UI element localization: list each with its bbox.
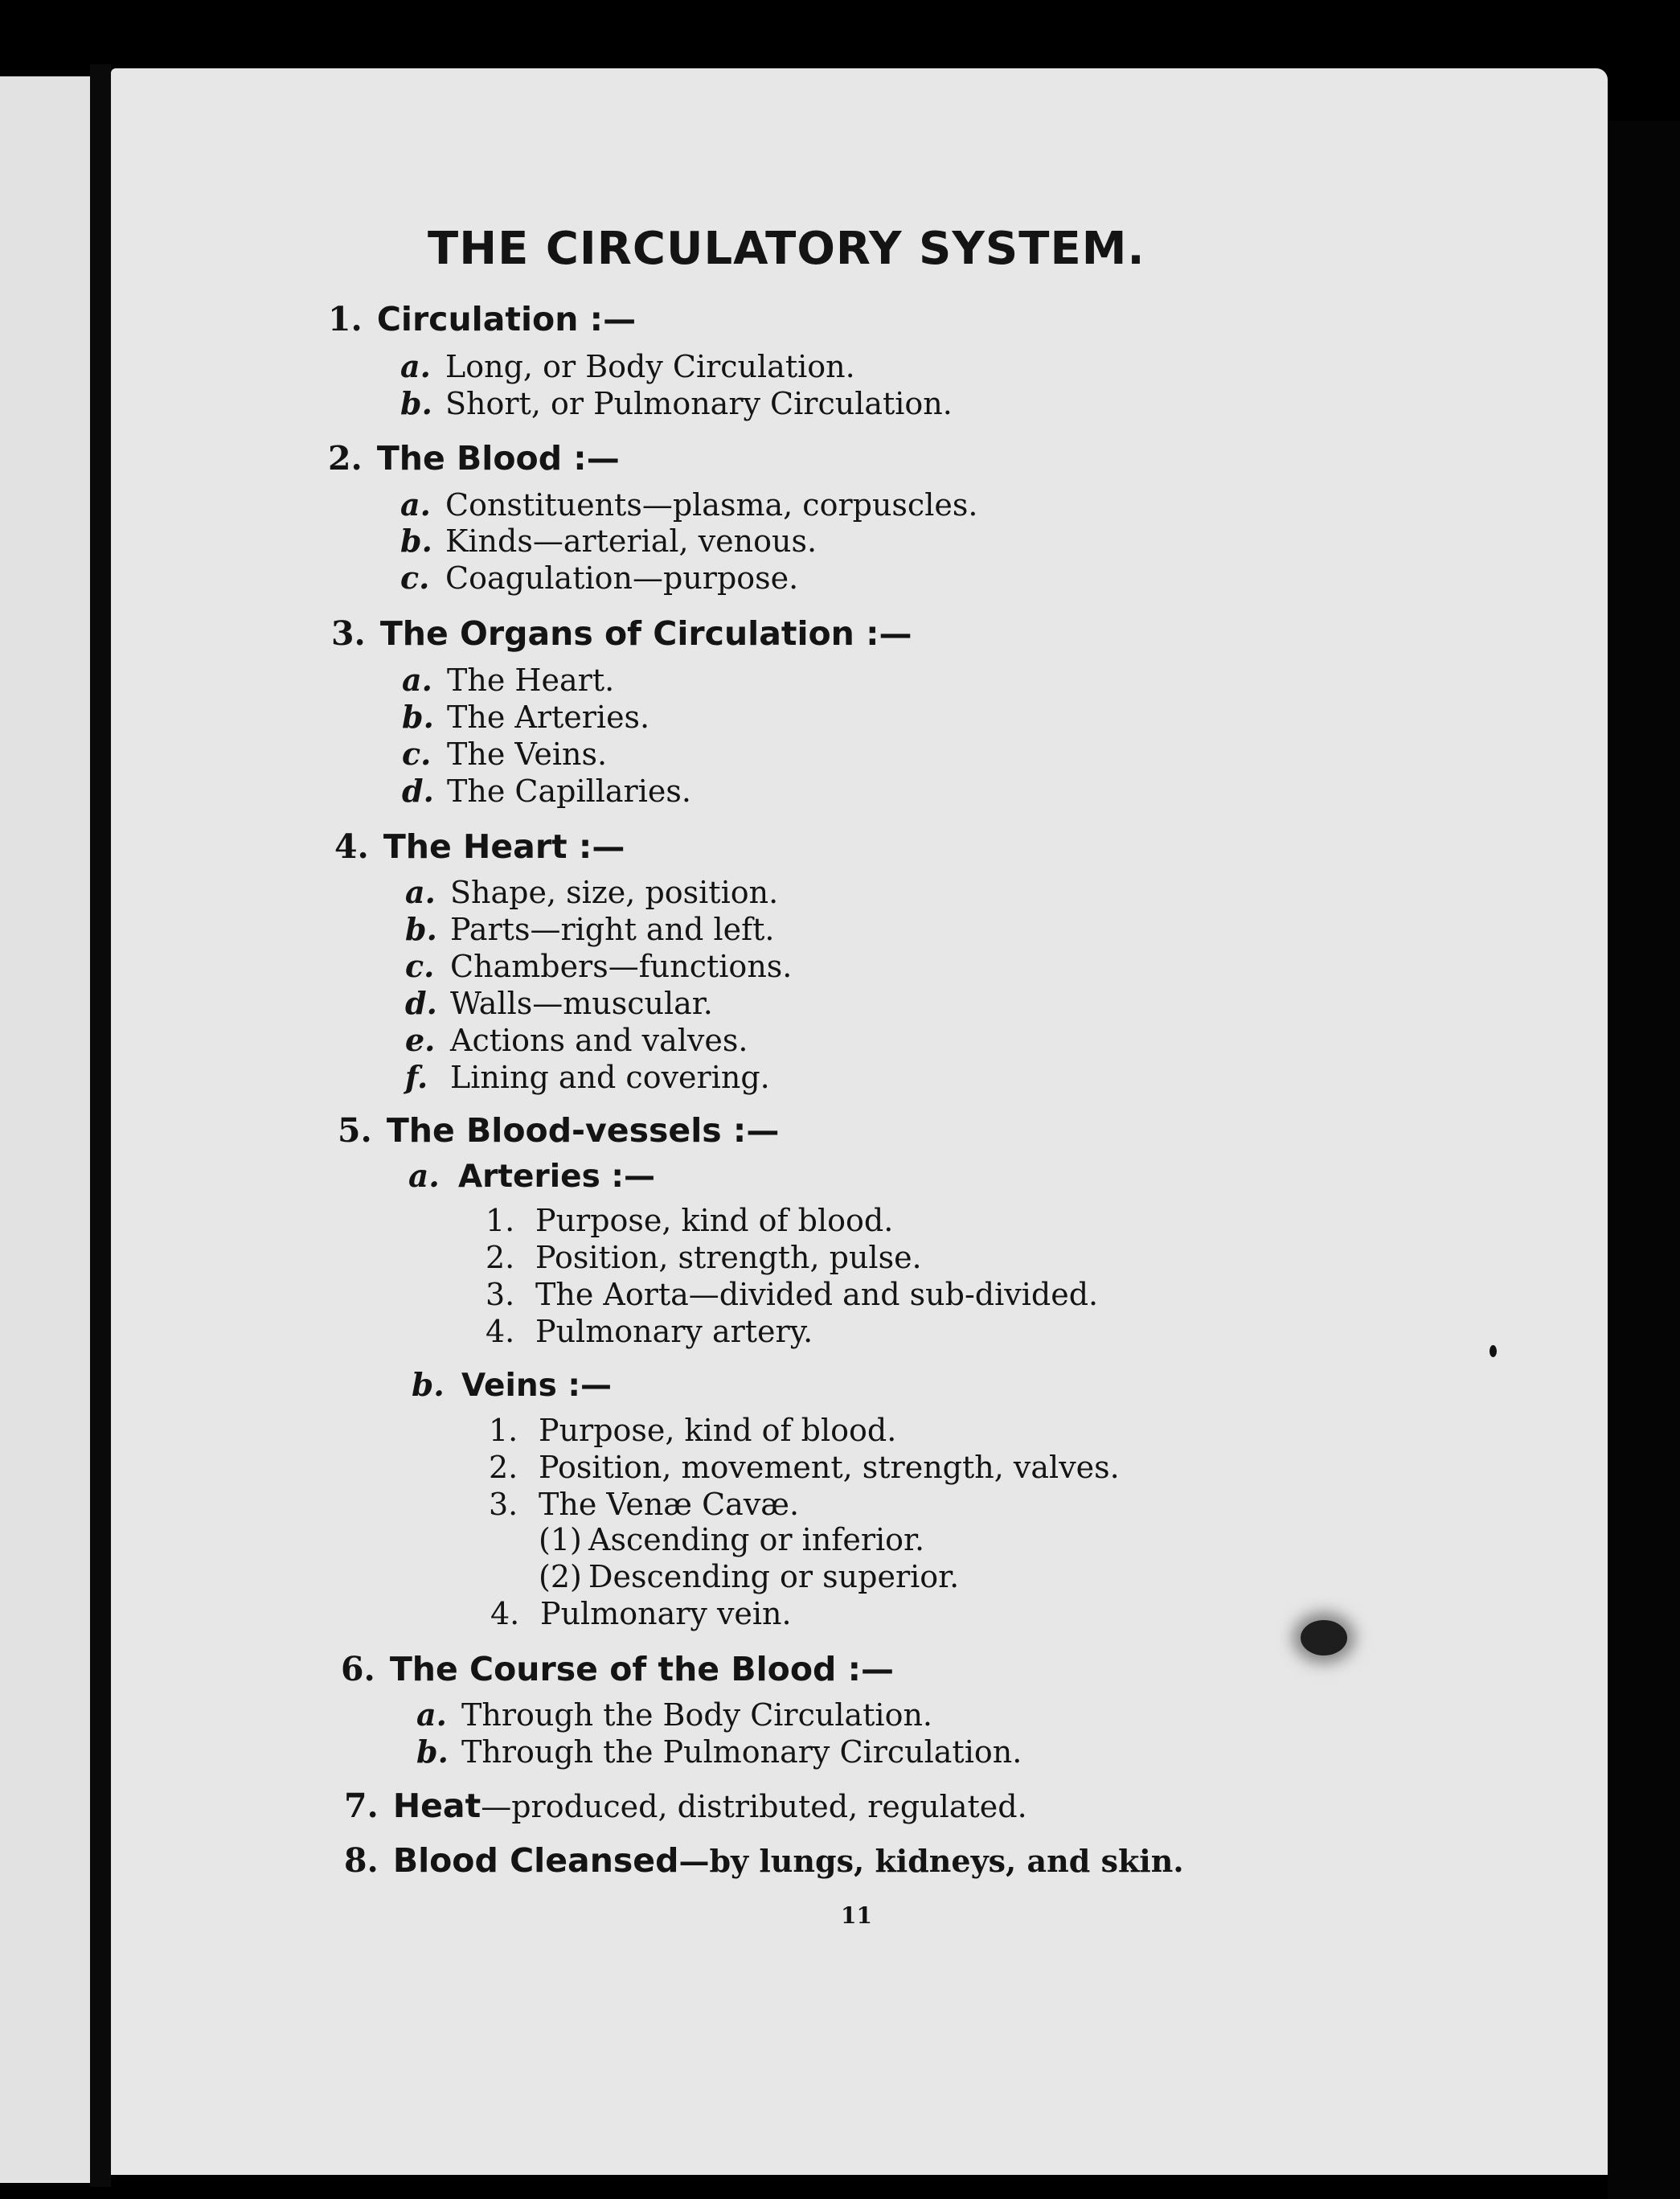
section-title: The Organs of Circulation :— [379,614,912,653]
list-item: c. Chambers—functions. [405,948,793,984]
list-item: a. Long, or Body Circulation. [400,348,855,384]
list-item: a. Through the Body Circulation. [416,1696,933,1733]
list-item: a. Constituents—plasma, corpuscles. [400,486,978,523]
list-item: 3. The Venæ Cavæ. [489,1487,800,1522]
section-heading [328,439,620,478]
list-item: b. Parts—right and left. [405,911,775,947]
subsection-heading: a. Arteries :— [408,1158,655,1195]
section-heading [331,614,912,653]
section-number: 1. [328,300,363,338]
list-item: a. The Heart. [402,662,615,698]
scan-border [1608,121,1680,2199]
section-heading [344,1787,1027,1825]
list-item: 1. Purpose, kind of blood. [489,1413,897,1448]
section-heading [338,1111,779,1150]
section-heading [328,300,636,338]
list-item: 4. Pulmonary artery. [486,1314,813,1349]
section-number: 5. [338,1111,372,1150]
section-number: 3. [331,614,366,653]
ink-blot [1301,1620,1347,1655]
list-item: a. Shape, size, position. [405,874,779,910]
section-heading [344,1841,1184,1880]
list-item: b. The Arteries. [402,699,650,735]
section-title: Heat [392,1787,481,1825]
section-number: 7. [344,1787,379,1825]
section-title: The Blood :— [376,439,620,478]
list-item: c. The Veins. [402,736,608,772]
list-item: e. Actions and valves. [405,1022,748,1058]
section-title: The Blood-vessels :— [386,1111,780,1150]
list-item: b. Short, or Pulmonary Circulation. [400,385,953,421]
section-heading [334,827,625,866]
list-item: c. Coagulation—purpose. [400,560,799,596]
list-item: 2. Position, strength, pulse. [486,1240,922,1275]
list-item: f. Lining and covering. [405,1059,770,1095]
section-number: 4. [334,827,369,866]
list-item: 2. Position, movement, strength, valves. [489,1450,1120,1485]
book-spine [90,64,111,2187]
section-tail: —produced, distributed, regulated. [481,1789,1027,1824]
page-number: 11 [841,1902,872,1929]
section-number: 8. [344,1841,379,1880]
list-item: 3. The Aorta—divided and sub-divided. [486,1277,1099,1312]
section-number: 2. [328,439,363,478]
facing-page-edge [0,76,90,2183]
list-item: 1. Purpose, kind of blood. [486,1203,894,1238]
list-item: 4. Pulmonary vein. [490,1596,792,1631]
list-item: d. Walls—muscular. [405,985,713,1021]
section-title: Blood Cleansed [392,1841,679,1880]
page-title: THE CIRCULATORY SYSTEM. [428,223,1145,275]
list-item: b. Kinds—arterial, venous. [400,523,817,559]
list-item: d. The Capillaries. [402,773,691,809]
section-title: The Course of the Blood :— [389,1650,895,1688]
section-tail: —by lungs, kidneys, and skin. [678,1843,1184,1879]
list-item: (2) Descending or superior. [539,1559,960,1594]
section-number: 6. [341,1650,375,1688]
subsection-heading: b. Veins :— [412,1367,613,1404]
section-title: Circulation :— [376,300,637,338]
ink-speck [1489,1345,1497,1357]
list-item: (1) Ascending or inferior. [539,1522,925,1557]
section-title: The Heart :— [383,827,625,866]
section-heading [341,1650,894,1688]
list-item: b. Through the Pulmonary Circulation. [416,1733,1022,1770]
